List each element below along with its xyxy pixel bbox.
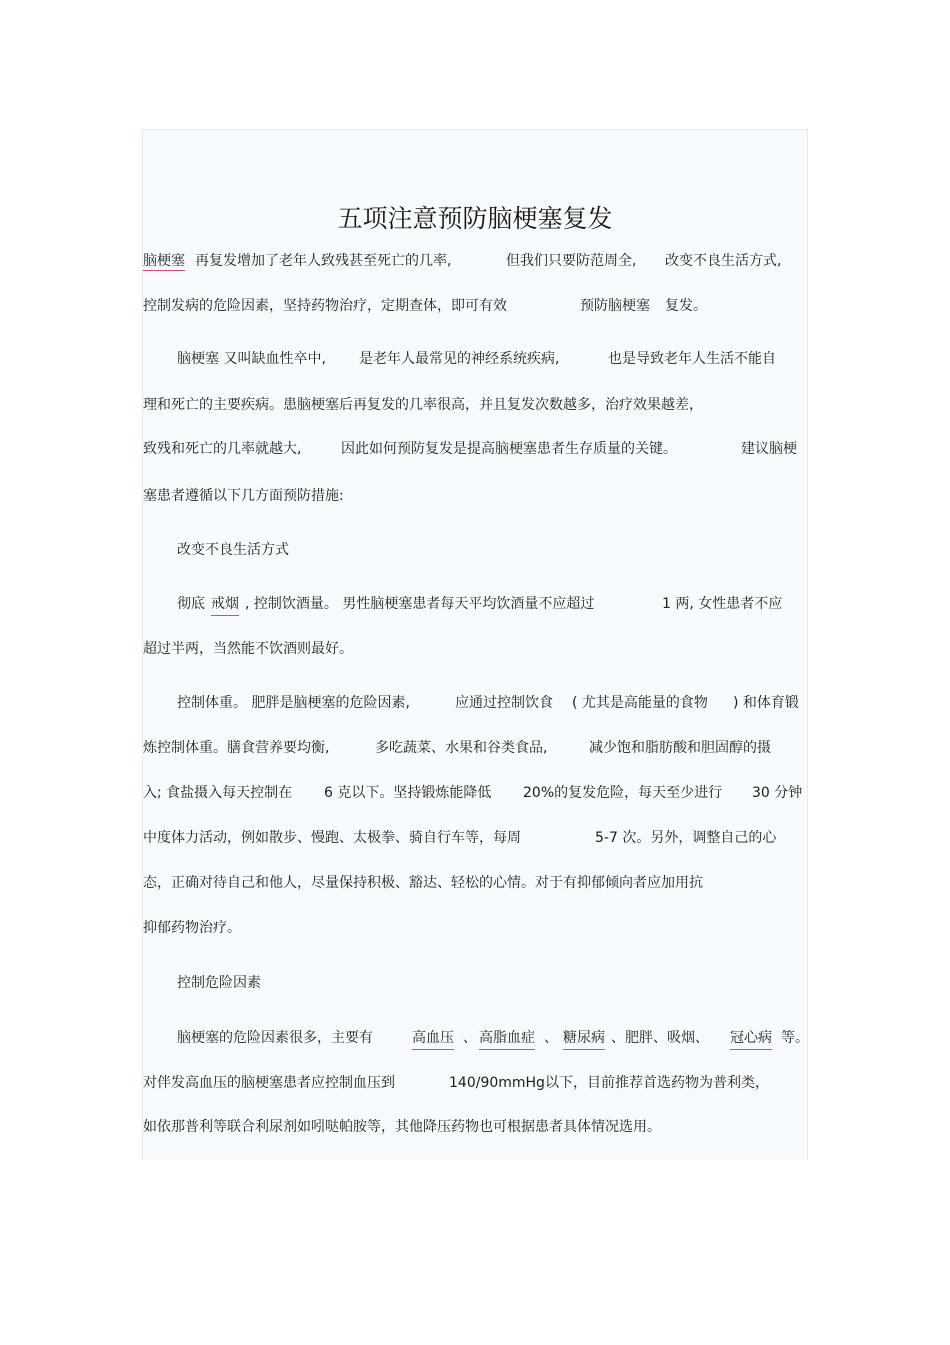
paragraph-line	[143, 783, 803, 803]
text-segment: 致残和死亡的几率就越大,	[143, 441, 302, 457]
text-segment: 5-7 次。另外，调整自己的心	[595, 830, 777, 846]
paragraph-line	[143, 251, 782, 271]
text-segment: 1 两, 女性患者不应	[662, 596, 783, 612]
paragraph-line	[143, 738, 771, 758]
paragraph-line	[143, 828, 777, 848]
paragraph-line	[177, 1028, 809, 1048]
text-segment: 复发。	[665, 298, 707, 314]
text-segment: 20%的复发危险，每天至少进行	[523, 785, 723, 801]
text-segment: 6 克以下。坚持锻炼能降低	[324, 785, 492, 801]
text-segment: 因此如何预防复发是提高脑梗塞患者生存质量的关键。	[341, 441, 677, 457]
keyword-link[interactable]: 脑梗塞	[143, 253, 185, 269]
text-segment: 如依那普利等联合利尿剂如吲哒帕胺等，其他降压药物也可根据患者具体情况选用。	[143, 1119, 661, 1135]
paragraph-line	[143, 639, 353, 659]
section-heading	[177, 540, 289, 560]
text-segment: 脑梗塞 又叫缺血性卒中,	[177, 351, 326, 367]
text-segment: 态，正确对待自己和他人，尽量保持积极、豁达、轻松的心情。对于有抑郁倾向者应加用抗	[143, 875, 703, 891]
text-segment: 、	[463, 1030, 477, 1046]
paragraph-line	[143, 486, 344, 506]
text-segment: 控制发病的危险因素，坚持药物治疗，定期查体，即可有效	[143, 298, 507, 314]
paragraph-line	[143, 439, 797, 459]
keyword-link[interactable]: 糖尿病	[563, 1028, 605, 1050]
text-segment: 塞患者遵循以下几方面预防措施:	[143, 488, 344, 504]
text-segment: 抑郁药物治疗。	[143, 920, 241, 936]
keyword-link[interactable]: 冠心病	[730, 1028, 772, 1050]
paragraph-line	[143, 1117, 661, 1137]
text-segment: , 控制饮酒量。 男性脑梗塞患者每天平均饮酒量不应超过	[245, 596, 595, 612]
text-segment: 改变不良生活方式,	[665, 253, 782, 269]
text-segment: 彻底	[177, 596, 205, 612]
text-segment: 、肥胖、吸烟、	[611, 1030, 709, 1046]
text-segment: 超过半两，当然能不饮酒则最好。	[143, 641, 353, 657]
paragraph-line	[177, 349, 776, 369]
text-segment: 建议脑梗	[741, 441, 797, 457]
text-segment: 140/90mmHg以下，目前推荐首选药物为普利类，	[449, 1075, 769, 1091]
paragraph-line	[143, 1073, 769, 1093]
text-segment: 理和死亡的主要疾病。患脑梗塞后再复发的几率很高，并且复发次数越多，治疗效果越差，	[143, 397, 703, 413]
section-heading	[177, 973, 261, 993]
text-segment: 等。	[781, 1030, 809, 1046]
text-segment: 再复发增加了老年人致残甚至死亡的几率,	[195, 253, 452, 269]
text-segment: 入; 食盐摄入每天控制在	[143, 785, 293, 801]
text-segment: 中度体力活动，例如散步、慢跑、太极拳、骑自行车等，每周	[143, 830, 521, 846]
text-segment: 预防脑梗塞	[580, 298, 650, 314]
paragraph-line	[143, 873, 703, 893]
keyword-link[interactable]: 戒烟	[211, 594, 239, 616]
paragraph-line	[143, 296, 707, 316]
text-segment: 30 分钟	[752, 785, 803, 801]
paragraph-line	[143, 918, 241, 938]
text-segment: ) 和体育锻	[733, 695, 799, 711]
text-segment: 控制危险因素	[177, 975, 261, 991]
text-segment: 应通过控制饮食	[455, 695, 553, 711]
keyword-link[interactable]: 高血压	[412, 1028, 454, 1050]
paragraph-line	[143, 395, 703, 415]
text-segment: 控制体重。 肥胖是脑梗塞的危险因素,	[177, 695, 410, 711]
text-segment: 多吃蔬菜、水果和谷类食品,	[375, 740, 548, 756]
text-segment: 、	[544, 1030, 558, 1046]
text-segment: 改变不良生活方式	[177, 542, 289, 558]
text-segment: 脑梗塞的危险因素很多，主要有	[177, 1030, 373, 1046]
text-segment: 是老年人最常见的神经系统疾病,	[359, 351, 560, 367]
text-segment: 炼控制体重。膳食营养要均衡,	[143, 740, 330, 756]
page-title: 五项注意预防脑梗塞复发	[337, 204, 613, 233]
text-segment: 对伴发高血压的脑梗塞患者应控制血压到	[143, 1075, 395, 1091]
keyword-link[interactable]: 高脂血症	[479, 1028, 535, 1050]
text-segment: 但我们只要防范周全,	[506, 253, 637, 269]
paragraph-line	[177, 693, 799, 713]
text-segment: ( 尤其是高能量的食物	[572, 695, 708, 711]
paragraph-line	[177, 594, 783, 614]
text-segment: 也是导致老年人生活不能自	[608, 351, 776, 367]
text-segment: 减少饱和脂肪酸和胆固醇的摄	[589, 740, 771, 756]
